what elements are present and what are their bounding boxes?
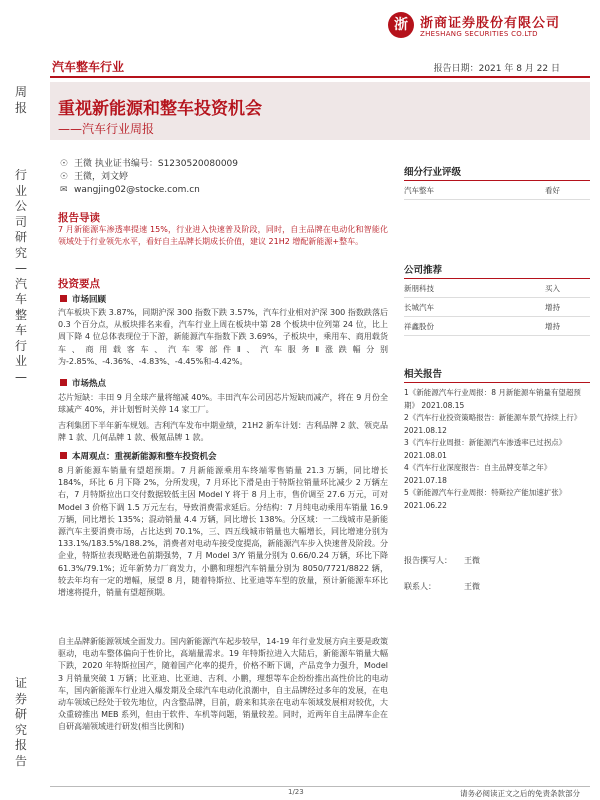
- rating-row: 汽车整车 看好: [404, 181, 590, 200]
- bullet-square-icon: [60, 452, 67, 459]
- weekly-view-heading: 本周观点：重视新能源和整车投资机会: [60, 450, 217, 462]
- sidebar-category: 行业公司研究—汽车整车行业—: [14, 168, 27, 384]
- header-divider: [50, 76, 590, 78]
- points-heading: 投资要点: [58, 278, 100, 290]
- related-heading: 相关报告: [404, 366, 590, 383]
- company-recommend-box: [404, 262, 590, 336]
- report-date: 报告日期：2021 年 8 月 22 日: [433, 64, 560, 74]
- report-analysts: [404, 548, 524, 600]
- disclaimer-text: 请务必阅读正文之后的免责条款部分: [460, 789, 580, 798]
- related-report-link[interactable]: 1《新能源汽车行业周报：8 月新能源车销量有望超预期》 2021.08.15: [404, 388, 581, 410]
- related-report-link[interactable]: 5《新能源汽车行业周报：特斯拉产能加速扩张》 2021.06.22: [404, 488, 567, 510]
- company-seal-icon: 浙: [388, 12, 414, 38]
- page-number: 1/23: [288, 788, 304, 796]
- industry-rating-box: [404, 164, 590, 200]
- related-report-link[interactable]: 2《汽车行业投资策略报告：新能源车景气持续上行》 2021.08.12: [404, 413, 582, 435]
- report-analyst-row: 联系人： 王微: [404, 582, 480, 591]
- related-report-link[interactable]: 3《汽车行业周报：新能源汽车渗透率已过拐点》 2021.08.01: [404, 438, 567, 460]
- guide-heading: 报告导读: [58, 212, 100, 224]
- market-hot-text-1: 芯片短缺：丰田 9 月全球产量将缩减 40%。丰田汽车公司因芯片短缺而减产，将在 9 月份全球减产 40%，并计划暂时关停 14 家工厂。: [58, 393, 388, 415]
- weekly-view-text-2: 自主品牌新能源领域全面发力。国内新能源汽车起步较早，14-19 年行业发展方向主要是政策驱动，电动车整体偏向于性价比，高端量需求。19 年特斯拉进入大陆后，新能源车销量大幅下跌，2020 年特斯拉国产，随着国产化率的提升，价格不断下调，产品竞争力强升，Model 3 月销量突破 1 万辆；比亚迪、比亚迪、吉利、小鹏，理想等车企纷纷推出高性价比的电动车，国内新能源车行业进入爆发期及全球汽车电动化浪潮中，自主品牌经过多年的发展，在电动车领域已经处于较先地位，内含整品牌，目前，蔚来和其亲在电动车领域发展相对较优，大众重磅推出 MEB 系列，但由于软件、车机等问题，销量较差。同时，近两年自主品牌车企在自研高端领域进行研发(相当比例和): [58, 637, 388, 732]
- company-row: 祥鑫股份 增持: [404, 317, 590, 336]
- company-name-en: ZHESHANG SECURITIES CO.LTD: [420, 30, 538, 38]
- market-review-heading: 市场回顾: [60, 293, 106, 305]
- analyst-info: [60, 158, 238, 197]
- sidebar-footer-label: 证券研究报告: [14, 676, 27, 768]
- market-hot-text-2: 吉利集团下半年新车规划。吉利汽车发布中期业绩，21H2 新车计划：吉利品牌 2 款、领克品牌 1 款、几何品牌 1 款、极氪品牌 1 款。: [58, 421, 388, 443]
- company-row: 新朋科技 买入: [404, 279, 590, 298]
- rating-heading: 细分行业评级: [404, 164, 590, 181]
- related-report-link[interactable]: 4《汽车行业深度报告：自主品牌变革之年》 2021.07.18: [404, 463, 552, 485]
- industry-label: 汽车整车行业: [52, 60, 125, 74]
- company-row: 长城汽车 增持: [404, 298, 590, 317]
- guide-text: 7 月新能源车渗透率提速 15%，行业进入快速普及阶段，同时，自主品牌在电动化和智能化领域处于行业领先水平，看好自主品牌长期成长价值，建议 21H2 增配新能源+整车。: [58, 225, 388, 247]
- companies-heading: 公司推荐: [404, 262, 590, 279]
- sidebar-report-type: 周报: [14, 85, 27, 115]
- report-analyst-row: 报告撰写人： 王微: [404, 556, 480, 565]
- market-hot-heading: 市场热点: [60, 377, 106, 389]
- page-title: 重视新能源和整车投资机会: [58, 99, 262, 119]
- related-list: [404, 387, 590, 512]
- footer-divider: [50, 786, 590, 787]
- company-name: 浙商证券股份有限公司: [420, 16, 561, 31]
- bullet-square-icon: [60, 295, 67, 302]
- bullet-square-icon: [60, 379, 67, 386]
- market-review-text: 汽车板块下跌 3.87%，同期沪深 300 指数下跌 3.57%，汽车行业相对沪深 300 指数跌落后 0.3 个百分点，从板块排名来看，汽车行业上周在板块中第 28 个板块中位列第 24 位，比上周下降 4 位总体表现位于下游，新能源汽车指数下跌 3.69%，子板块中，乘用车、商用载货车、商用载客车、汽车零部件Ⅱ、汽车服务Ⅱ涨跌幅分别为-2.85%、-4.36%、-4.83%、-4.45%和-4.42%。: [58, 308, 388, 366]
- related-reports-box: [404, 366, 590, 512]
- page-subtitle: ——汽车行业周报: [58, 122, 155, 136]
- analyst-line[interactable]: ✉ wangjing02@stocke.com.cn: [60, 185, 200, 195]
- company-logo: [388, 10, 588, 46]
- weekly-view-text-1: 8 月新能源车销量有望超预期。7 月新能源乘用车终端零售销量 21.3 万辆，同比增长 184%，环比 6 月下降 2%，分所发现，7 月环比下滑是由于特斯拉销量环比减少 2 万辆左右，7 月特斯拉出口交付数据较低主因 Model Y 将于 8 月上市，售价调至 27.6 万元，可对 Model 3 价格下调 1.5 万元左右，导致消费需求延后。分结构：7 月纯电动乘用车销量 16.9 万辆，同比增长 135%；混动销量 4.4 万辆，同比增长 138%。分区域：一二线城市是新能源汽车主要消费市场，占比达到 70.1%，三、四五线城市销量也大幅增长，同比增速分别为 133.1%/183.5%/188.2%，消费者对电动车接受度提高，新能源汽车步入快速普及阶段。分企业，特斯拉表现略逊色前期强势，7 月 Model 3/Y 销量分别为 0.66/0.24 万辆，环比下降 61.3%/79.1%；近年新势力厂商发力，小鹏和理想汽车销量分别为 8050/7721/8822 辆，较去年均有一定的增幅，展望 8 月，随着特斯拉、比亚迪等车型的放量，预计新能源车环比增速将提升，销量有望超预期。: [58, 466, 388, 598]
- analyst-line: ☉ 王微，刘文婷: [60, 172, 129, 182]
- analyst-line: ☉ 王微 执业证书编号：S1230520080009: [60, 159, 239, 169]
